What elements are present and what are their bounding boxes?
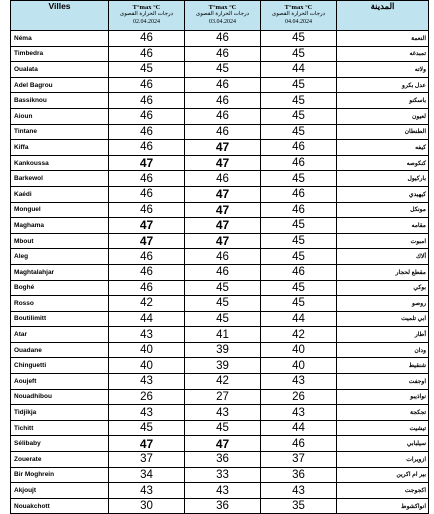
tmax-day-1: 46	[109, 93, 185, 109]
tmax-day-1: 46	[109, 124, 185, 140]
tmax-day-2: 46	[185, 77, 261, 93]
city-name: Oualata	[11, 62, 109, 78]
tmax-day-1: 47	[109, 155, 185, 171]
tmax-day-1: 47	[109, 233, 185, 249]
city-name: Kaédi	[11, 186, 109, 202]
city-name-arabic: أطار	[337, 327, 429, 343]
tmax-day-2: 36	[185, 452, 261, 468]
tmax-day-3: 45	[261, 171, 337, 187]
table-row	[11, 249, 429, 265]
tmax-day-3: 40	[261, 342, 337, 358]
header-cities-arabic: المدينة	[337, 1, 429, 31]
city-name-arabic: شنقيط	[337, 358, 429, 374]
header-day-1	[109, 1, 185, 31]
table-row	[11, 140, 429, 156]
tmax-day-1: 45	[109, 62, 185, 78]
tmax-day-3: 45	[261, 124, 337, 140]
header-unit: T°max °C	[208, 4, 237, 11]
tmax-day-2: 42	[185, 374, 261, 390]
city-name: Sélibaby	[11, 436, 109, 452]
tmax-day-1: 47	[109, 436, 185, 452]
tmax-day-2: 47	[185, 436, 261, 452]
city-name: Néma	[11, 31, 109, 47]
city-name-arabic: لعيون	[337, 108, 429, 124]
header-unit-ar: درجات الحرارة القصوى	[195, 11, 250, 17]
tmax-day-1: 46	[109, 171, 185, 187]
tmax-day-2: 46	[185, 264, 261, 280]
tmax-day-2: 47	[185, 233, 261, 249]
tmax-day-2: 46	[185, 46, 261, 62]
table-row	[11, 46, 429, 62]
tmax-day-1: 42	[109, 296, 185, 312]
city-name: Boghé	[11, 280, 109, 296]
city-name-arabic: اوجفت	[337, 374, 429, 390]
tmax-day-3: 45	[261, 31, 337, 47]
table-row	[11, 171, 429, 187]
tmax-day-2: 46	[185, 108, 261, 124]
tmax-day-3: 45	[261, 108, 337, 124]
tmax-day-1: 46	[109, 280, 185, 296]
tmax-day-1: 26	[109, 389, 185, 405]
city-name: Tidjikja	[11, 405, 109, 421]
table-body	[11, 31, 429, 514]
tmax-day-3: 40	[261, 358, 337, 374]
tmax-day-1: 46	[109, 31, 185, 47]
tmax-day-3: 46	[261, 140, 337, 156]
city-name-arabic: مقطع لحجار	[337, 264, 429, 280]
city-name: Zouerate	[11, 452, 109, 468]
table-row	[11, 436, 429, 452]
city-name: Bir Moghrein	[11, 467, 109, 483]
tmax-day-3: 36	[261, 467, 337, 483]
city-name-arabic: ابي تلميت	[337, 311, 429, 327]
city-name: Nouadhibou	[11, 389, 109, 405]
city-name-arabic: عدل بكرو	[337, 77, 429, 93]
city-name: Rosso	[11, 296, 109, 312]
tmax-day-3: 43	[261, 483, 337, 499]
tmax-day-1: 43	[109, 405, 185, 421]
tmax-day-1: 46	[109, 249, 185, 265]
tmax-day-2: 43	[185, 405, 261, 421]
tmax-day-1: 46	[109, 264, 185, 280]
table-row	[11, 405, 429, 421]
city-name-arabic: كيفه	[337, 140, 429, 156]
table-row	[11, 452, 429, 468]
city-name: Kankoussa	[11, 155, 109, 171]
city-name: Tintane	[11, 124, 109, 140]
city-name-arabic: النعمة	[337, 31, 429, 47]
city-name: Mbout	[11, 233, 109, 249]
tmax-day-2: 45	[185, 296, 261, 312]
city-name: Kiffa	[11, 140, 109, 156]
city-name-arabic: ولاته	[337, 62, 429, 78]
tmax-day-2: 47	[185, 218, 261, 234]
tmax-day-3: 26	[261, 389, 337, 405]
header-day-3	[261, 1, 337, 31]
tmax-day-1: 44	[109, 311, 185, 327]
tmax-day-2: 33	[185, 467, 261, 483]
tmax-day-2: 41	[185, 327, 261, 343]
city-name-arabic: انواكشوط	[337, 498, 429, 514]
city-name: Monguel	[11, 202, 109, 218]
table-row	[11, 467, 429, 483]
city-name-arabic: نواذيبو	[337, 389, 429, 405]
tmax-day-1: 43	[109, 327, 185, 343]
table-row	[11, 155, 429, 171]
tmax-day-3: 45	[261, 46, 337, 62]
header-cities: Villes	[11, 1, 109, 31]
tmax-day-2: 46	[185, 171, 261, 187]
tmax-day-3: 43	[261, 405, 337, 421]
table-row	[11, 77, 429, 93]
table-row	[11, 202, 429, 218]
city-name: Aoujeft	[11, 374, 109, 390]
tmax-day-1: 46	[109, 108, 185, 124]
city-name: Boutilimitt	[11, 311, 109, 327]
tmax-day-2: 46	[185, 31, 261, 47]
tmax-day-2: 43	[185, 483, 261, 499]
header-date: 02.04.2024	[133, 19, 160, 25]
city-name: Nouakchott	[11, 498, 109, 514]
city-name: Maghtalahjar	[11, 264, 109, 280]
tmax-day-3: 46	[261, 202, 337, 218]
table-row	[11, 498, 429, 514]
header-unit-ar: درجات الحرارة القصوى	[271, 11, 326, 17]
city-name-arabic: كنكوصه	[337, 155, 429, 171]
city-name-arabic: اكجوجت	[337, 483, 429, 499]
city-name-arabic: ودان	[337, 342, 429, 358]
tmax-day-3: 45	[261, 77, 337, 93]
tmax-day-1: 43	[109, 483, 185, 499]
table-row	[11, 233, 429, 249]
tmax-day-1: 46	[109, 186, 185, 202]
tmax-day-2: 47	[185, 155, 261, 171]
tmax-day-3: 45	[261, 296, 337, 312]
tmax-day-2: 45	[185, 420, 261, 436]
city-name-arabic: امبوت	[337, 233, 429, 249]
table-row	[11, 280, 429, 296]
table-row	[11, 62, 429, 78]
tmax-day-2: 47	[185, 202, 261, 218]
city-name: Aioun	[11, 108, 109, 124]
tmax-day-1: 40	[109, 342, 185, 358]
tmax-day-2: 45	[185, 280, 261, 296]
tmax-day-1: 37	[109, 452, 185, 468]
city-name: Bassiknou	[11, 93, 109, 109]
tmax-day-3: 37	[261, 452, 337, 468]
tmax-day-3: 46	[261, 186, 337, 202]
city-name-arabic: ازويرات	[337, 452, 429, 468]
tmax-day-3: 45	[261, 93, 337, 109]
city-name-arabic: روصو	[337, 296, 429, 312]
city-name-arabic: تيشيت	[337, 420, 429, 436]
tmax-day-3: 46	[261, 436, 337, 452]
table-row	[11, 358, 429, 374]
header-unit: T°max °C	[284, 4, 313, 11]
tmax-day-2: 47	[185, 140, 261, 156]
city-name: Tichitt	[11, 420, 109, 436]
tmax-day-3: 46	[261, 155, 337, 171]
city-name: Maghama	[11, 218, 109, 234]
tmax-day-3: 45	[261, 280, 337, 296]
city-name: Adel Bagrou	[11, 77, 109, 93]
tmax-day-3: 44	[261, 62, 337, 78]
header-unit-ar: درجات الحرارة القصوى	[119, 11, 174, 17]
tmax-day-3: 44	[261, 311, 337, 327]
city-name-arabic: مونكل	[337, 202, 429, 218]
city-name-arabic: باسكنو	[337, 93, 429, 109]
header-date: 04.04.2024	[285, 19, 312, 25]
tmax-day-1: 45	[109, 420, 185, 436]
city-name-arabic: تمبدغه	[337, 46, 429, 62]
tmax-day-2: 47	[185, 186, 261, 202]
tmax-day-1: 40	[109, 358, 185, 374]
tmax-day-2: 45	[185, 311, 261, 327]
table-row	[11, 389, 429, 405]
tmax-day-3: 45	[261, 218, 337, 234]
city-name: Aleg	[11, 249, 109, 265]
table-row	[11, 93, 429, 109]
table-row	[11, 327, 429, 343]
city-name-arabic: بير ام اكرين	[337, 467, 429, 483]
tmax-day-2: 45	[185, 62, 261, 78]
tmax-day-2: 39	[185, 358, 261, 374]
tmax-day-1: 46	[109, 77, 185, 93]
table-row	[11, 186, 429, 202]
tmax-day-3: 44	[261, 420, 337, 436]
city-name: Atar	[11, 327, 109, 343]
tmax-day-2: 27	[185, 389, 261, 405]
header-date: 03.04.2024	[209, 19, 236, 25]
tmax-day-3: 45	[261, 233, 337, 249]
city-name-arabic: ألاك	[337, 249, 429, 265]
tmax-day-1: 30	[109, 498, 185, 514]
header-day-2	[185, 1, 261, 31]
city-name-arabic: تجكجة	[337, 405, 429, 421]
table-row	[11, 483, 429, 499]
tmax-day-1: 46	[109, 140, 185, 156]
city-name: Timbedra	[11, 46, 109, 62]
tmax-day-1: 47	[109, 218, 185, 234]
tmax-day-1: 34	[109, 467, 185, 483]
city-name-arabic: مقامه	[337, 218, 429, 234]
city-name: Barkewol	[11, 171, 109, 187]
tmax-day-3: 45	[261, 249, 337, 265]
city-name-arabic: سيلبابي	[337, 436, 429, 452]
tmax-day-3: 43	[261, 374, 337, 390]
tmax-day-3: 35	[261, 498, 337, 514]
tmax-day-3: 42	[261, 327, 337, 343]
table-row	[11, 124, 429, 140]
table-row	[11, 31, 429, 47]
table-row	[11, 108, 429, 124]
city-name-arabic: بوكي	[337, 280, 429, 296]
table-row	[11, 296, 429, 312]
tmax-day-2: 36	[185, 498, 261, 514]
city-name-arabic: كيهيدي	[337, 186, 429, 202]
tmax-day-2: 46	[185, 93, 261, 109]
tmax-day-1: 43	[109, 374, 185, 390]
table-row	[11, 342, 429, 358]
city-name-arabic: الطنطان	[337, 124, 429, 140]
tmax-day-2: 46	[185, 124, 261, 140]
tmax-day-2: 46	[185, 249, 261, 265]
header-unit: T°max °C	[132, 4, 161, 11]
tmax-day-3: 46	[261, 264, 337, 280]
city-name: Chinguetti	[11, 358, 109, 374]
tmax-day-2: 39	[185, 342, 261, 358]
tmax-day-1: 46	[109, 46, 185, 62]
table-row	[11, 264, 429, 280]
table-row	[11, 374, 429, 390]
table-row	[11, 420, 429, 436]
table-row	[11, 218, 429, 234]
city-name: Ouadane	[11, 342, 109, 358]
table-row	[11, 311, 429, 327]
tmax-day-1: 46	[109, 202, 185, 218]
city-name-arabic: باركيول	[337, 171, 429, 187]
header-row	[11, 1, 429, 31]
city-name: Akjoujt	[11, 483, 109, 499]
temperature-table	[10, 0, 429, 514]
